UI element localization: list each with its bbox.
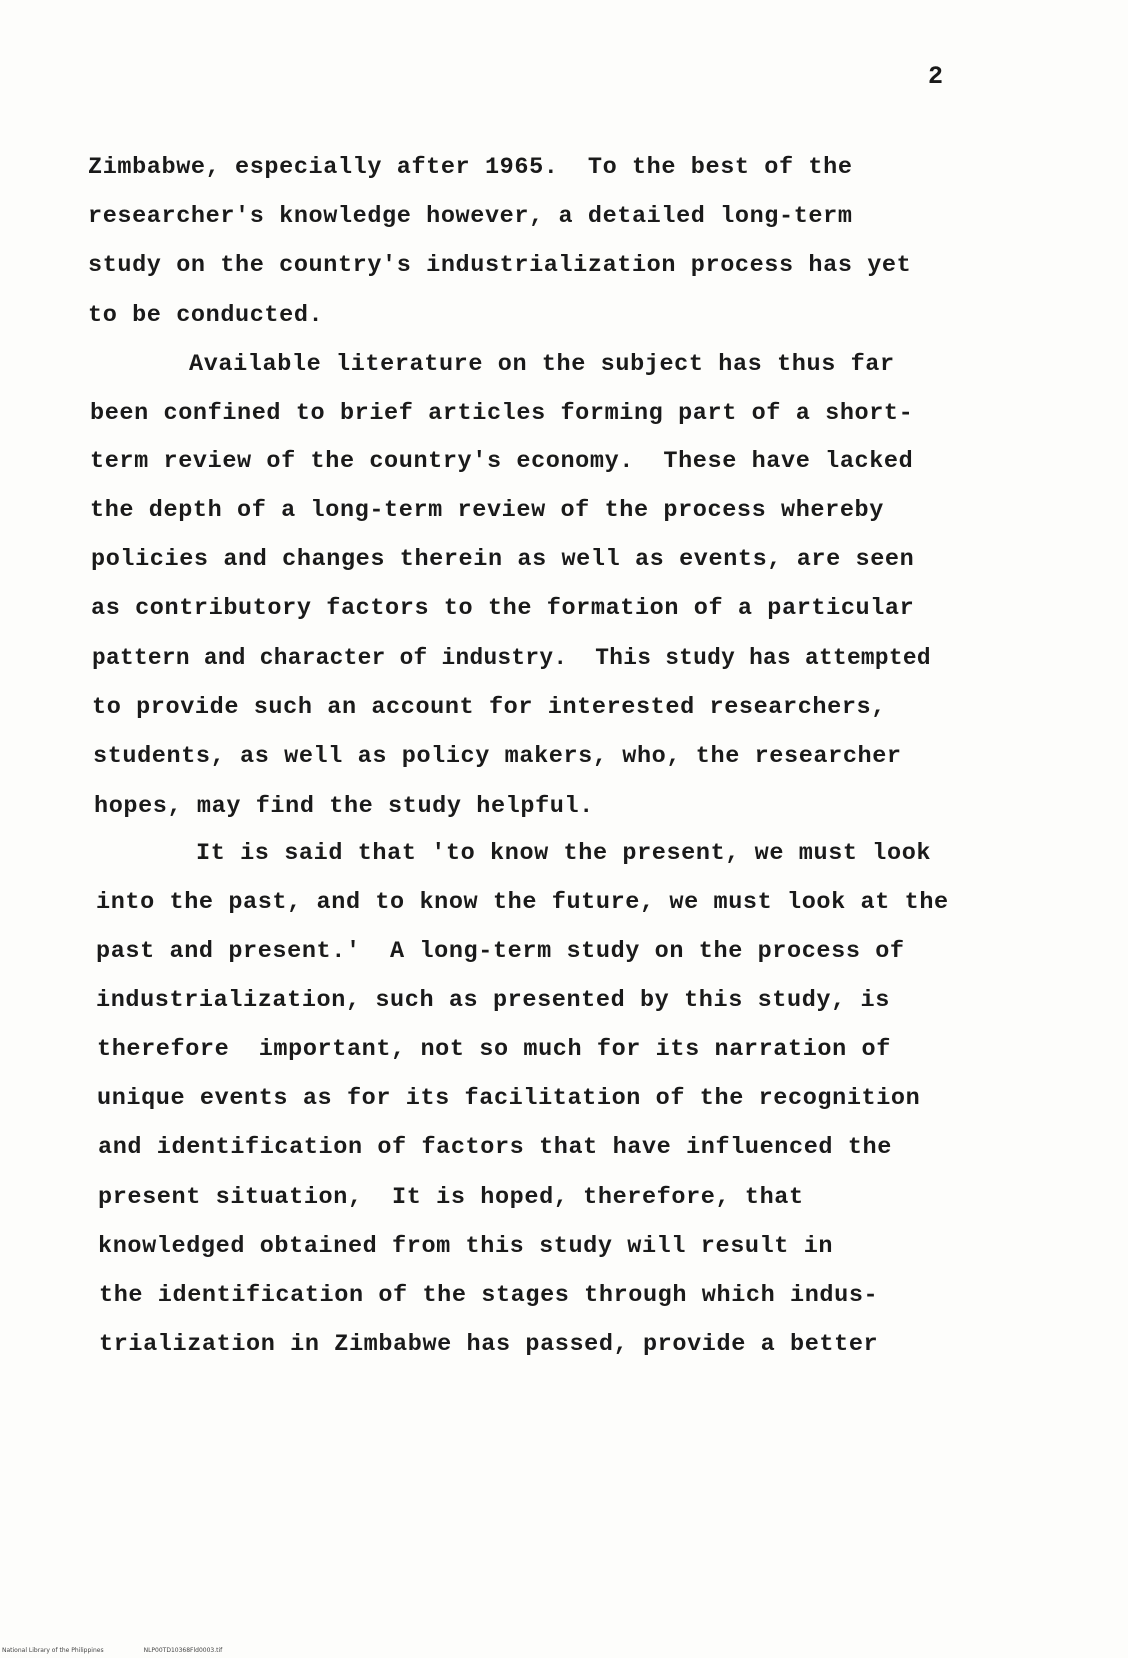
text-line: Available literature on the subject has thus far — [189, 351, 895, 378]
text-line: been confined to brief articles forming part of a short- — [90, 400, 914, 427]
text-line: It is said that 'to know the present, we must look — [196, 840, 932, 867]
text-line: to be conducted. — [88, 302, 324, 329]
text-line: the identification of the stages through which indus- — [99, 1282, 879, 1309]
text-line: study on the country's industrialization process has yet — [88, 252, 912, 279]
text-line: past and present.' A long-term study on the process of — [96, 938, 905, 965]
text-line: knowledged obtained from this study will result in — [98, 1233, 834, 1260]
text-line: policies and changes therein as well as events, are seen — [91, 546, 915, 573]
text-line: industrialization, such as presented by this study, is — [96, 987, 890, 1014]
text-line: trialization in Zimbabwe has passed, provide a better — [99, 1331, 879, 1358]
text-line: present situation, It is hoped, therefore, that — [98, 1184, 804, 1211]
text-line: therefore important, not so much for its narration of — [97, 1036, 891, 1063]
text-line: unique events as for its facilitation of the recognition — [97, 1085, 921, 1112]
library-credit: National Library of the Philippines — [2, 1647, 104, 1654]
text-line: researcher's knowledge however, a detailed long-term — [88, 203, 853, 230]
text-line: the depth of a long-term review of the process whereby — [90, 497, 884, 524]
text-line: pattern and character of industry. This study has attempted — [92, 645, 931, 671]
text-line: into the past, and to know the future, we must look at the — [96, 889, 949, 916]
text-line: to provide such an account for interested researchers, — [92, 694, 886, 721]
scan-file-id: NLP00TD10368Fld0003.tif — [143, 1647, 223, 1654]
scan-footer — [2, 1647, 262, 1654]
text-line: as contributory factors to the formation of a particular — [91, 595, 915, 622]
text-line: Zimbabwe, especially after 1965. To the best of the — [88, 154, 853, 181]
page-number: 2 — [928, 62, 944, 91]
text-line: term review of the country's economy. These have lacked — [90, 448, 914, 475]
text-line: and identification of factors that have influenced the — [98, 1134, 892, 1161]
text-line: students, as well as policy makers, who, the researcher — [93, 743, 902, 770]
text-line: hopes, may find the study helpful. — [94, 793, 594, 820]
